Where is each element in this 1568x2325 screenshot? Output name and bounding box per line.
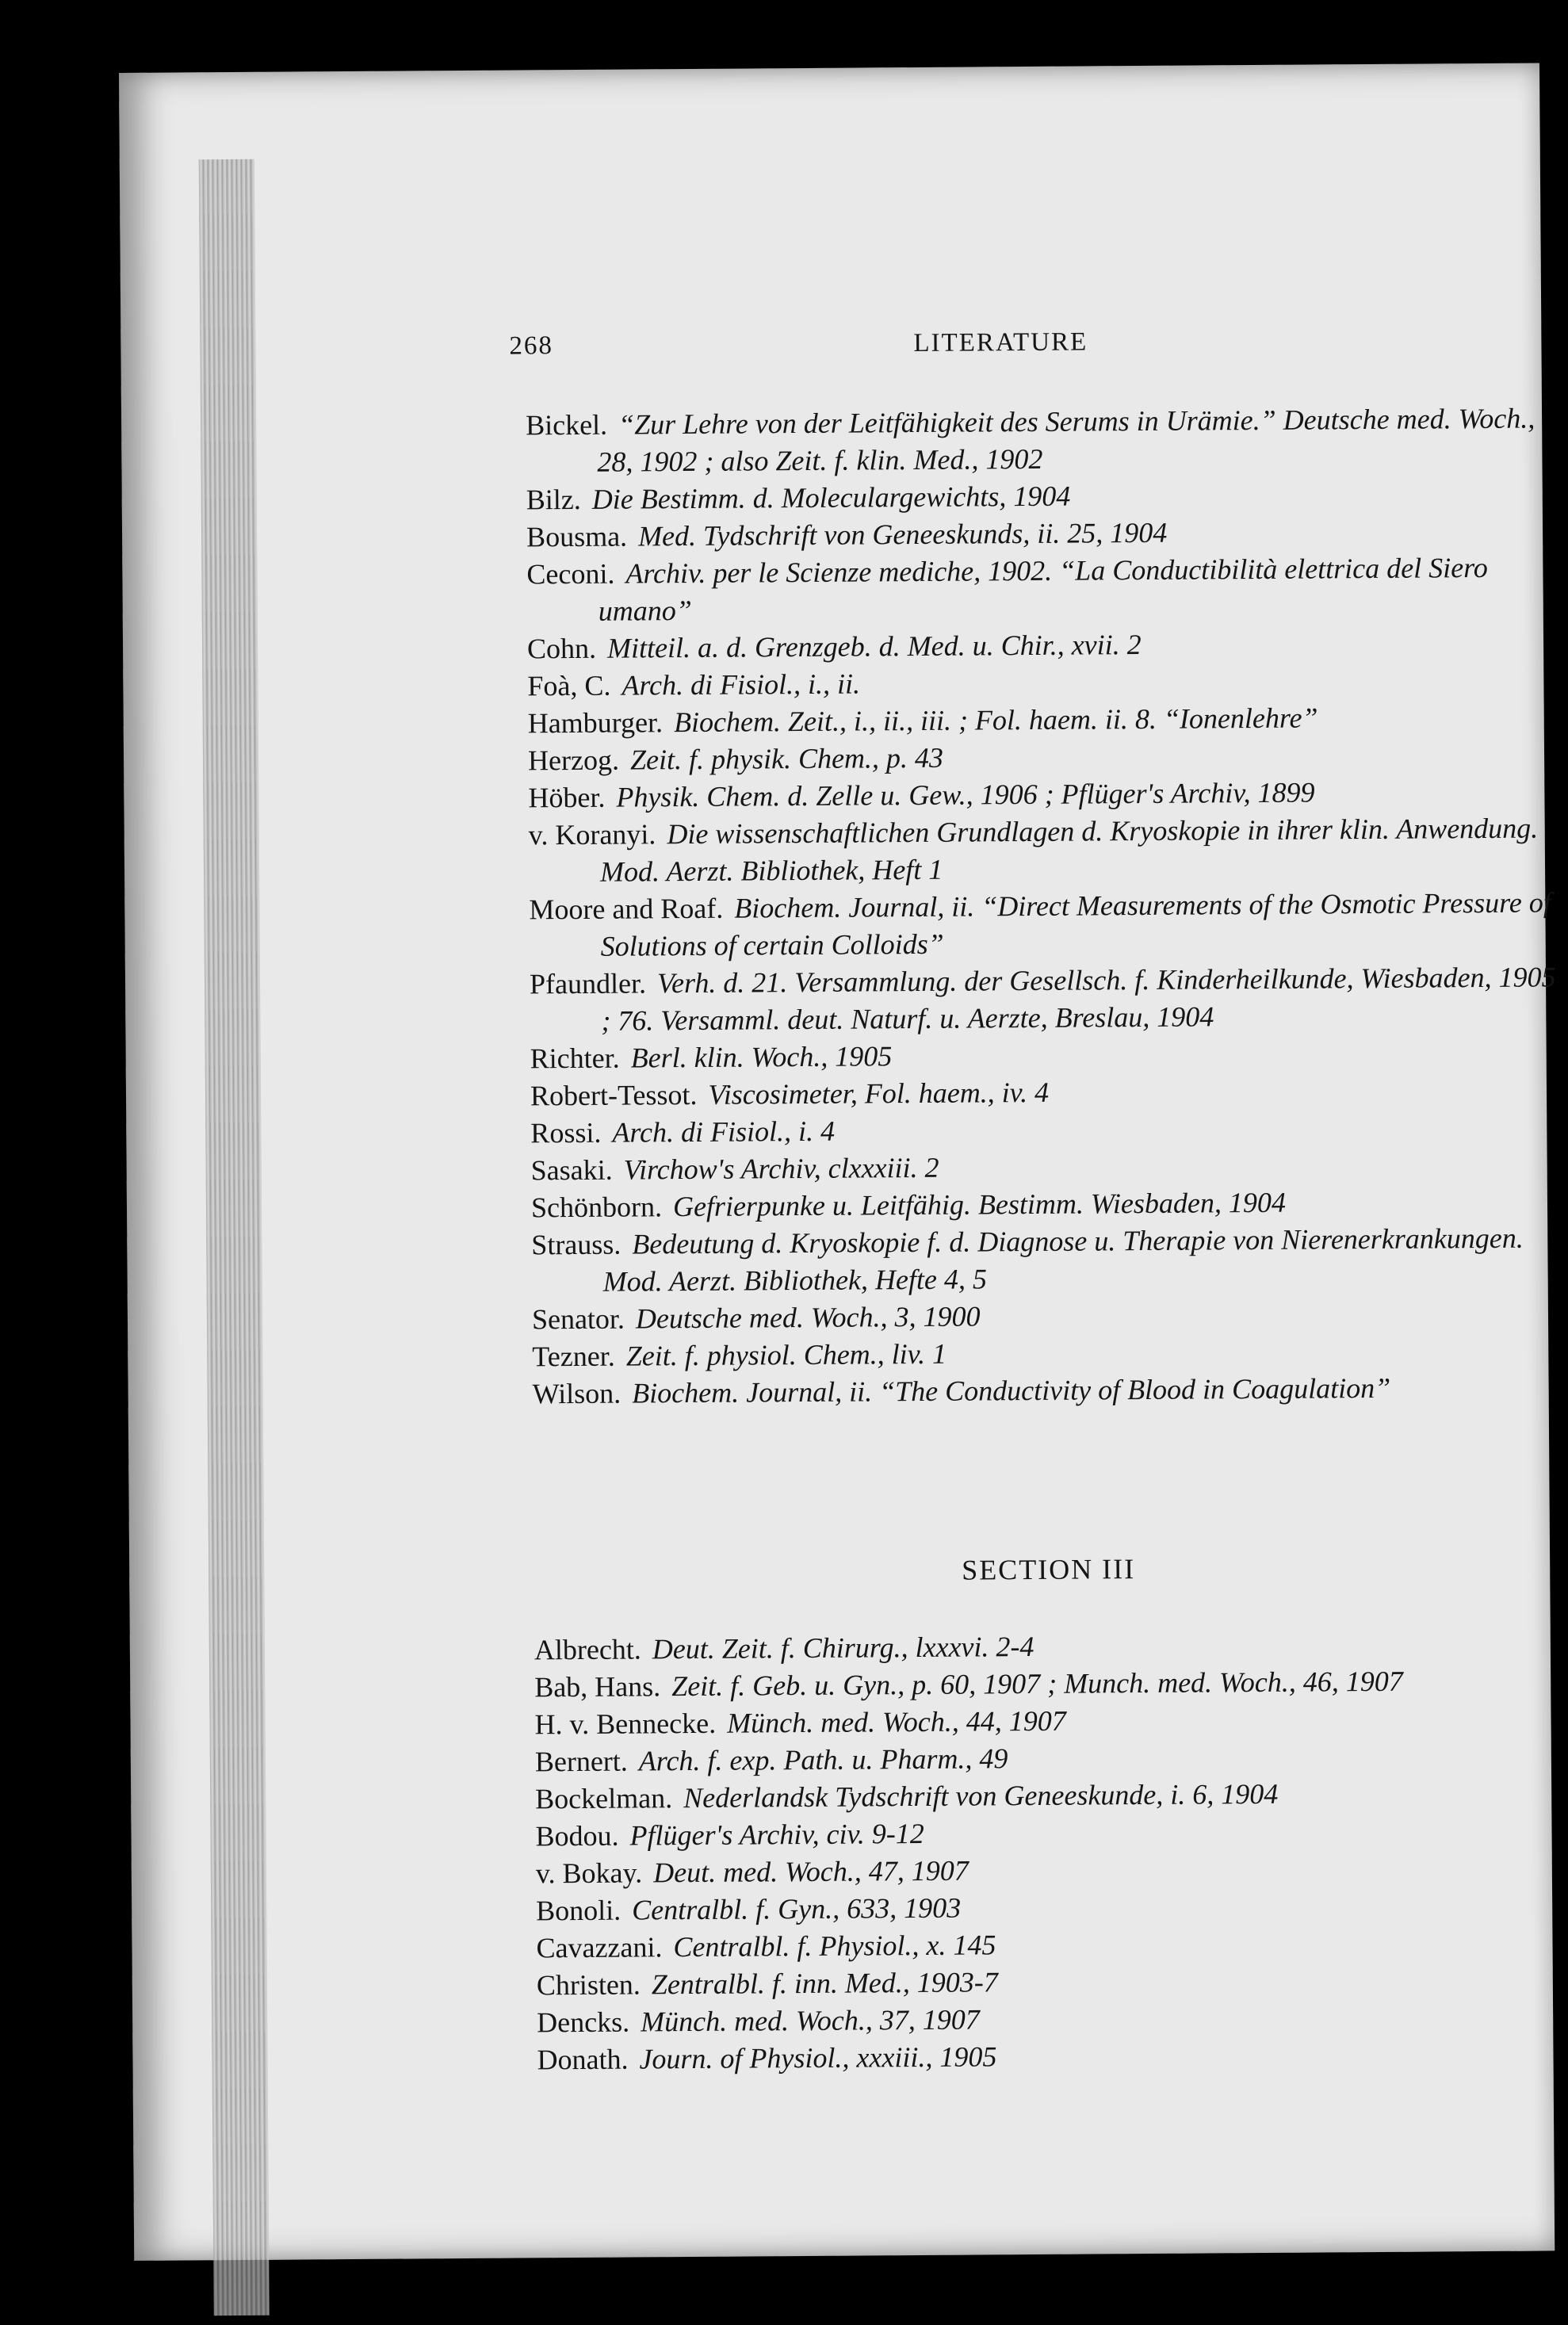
reference-author: H. v. Bennecke.	[534, 1707, 717, 1741]
reference-text: Biochem. Zeit., i., ii., iii. ; Fol. haem. ii. 8. “Ionenlehre”	[673, 702, 1318, 739]
reference-author: Herzog.	[527, 744, 620, 777]
section-heading: SECTION III	[962, 1553, 1136, 1586]
reference-author: Wilson.	[532, 1377, 621, 1410]
reference-text: Journ. of Physiol., xxxiii., 1905	[639, 2040, 997, 2075]
page-header	[414, 324, 1568, 380]
reference-text: Bedeutung d. Kryoskopie f. d. Diagnose u. Therapie von Nierenerkrankungen. Mod. Aerzt. Bibliothek, Hefte 4, 5	[602, 1222, 1524, 1298]
reference-author: Bab, Hans.	[534, 1670, 661, 1704]
reference-text: Die Bestimm. d. Moleculargewichts, 1904	[591, 480, 1071, 515]
reference-author: Pfaundler.	[529, 967, 647, 1000]
page-content	[414, 324, 1568, 2076]
reference-author: Bousma.	[526, 520, 628, 553]
reference-author: Tezner.	[532, 1340, 615, 1373]
reference-author: Foà, C.	[527, 669, 611, 702]
reference-entry	[531, 1219, 1562, 1301]
reference-author: v. Bokay.	[535, 1857, 643, 1890]
reference-author: Schönborn.	[530, 1191, 663, 1224]
reference-author: Ceconi.	[526, 557, 615, 591]
reference-text: Verh. d. 21. Versammlung. der Gesellsch. f. Kinderheilkunde, Wiesbaden, 1905 ; 76. Versamml. deut. Naturf. u. Aerzte, Breslau, 1904	[601, 961, 1556, 1037]
reference-entry	[529, 884, 1560, 966]
reference-text: Biochem. Journal, ii. “Direct Measurements of the Osmotic Pressure of Solutions of certain Colloids”	[600, 886, 1551, 962]
page-number: 268	[509, 331, 554, 361]
reference-entry	[537, 2034, 1567, 2078]
reference-entry	[526, 400, 1557, 481]
reference-text: Viscosimeter, Fol. haem., iv. 4	[708, 1076, 1050, 1111]
reference-text: Zeit. f. physiol. Chem., liv. 1	[625, 1337, 947, 1372]
reference-author: Cavazzani.	[536, 1931, 663, 1964]
reference-author: Strauss.	[531, 1228, 621, 1261]
reference-author: v. Koranyi.	[528, 818, 656, 851]
reference-list-section-three	[534, 1624, 1568, 2078]
page-edges	[199, 159, 270, 2315]
reference-text: Die wissenschaftlichen Grundlagen d. Kryoskopie in ihrer klin. Anwendung. Mod. Aerzt. Bibliothek, Heft 1	[599, 812, 1539, 888]
reference-list-section-two	[526, 400, 1563, 1413]
reference-author: Moore and Roaf.	[529, 892, 724, 926]
reference-author: Robert-Tessot.	[530, 1078, 698, 1112]
reference-text: Münch. med. Woch., 44, 1907	[727, 1704, 1066, 1739]
reference-text: Virchow's Archiv, clxxxiii. 2	[623, 1151, 939, 1186]
reference-author: Cohn.	[526, 632, 597, 665]
reference-text: Deut. med. Woch., 47, 1907	[653, 1854, 969, 1889]
reference-entry	[530, 958, 1561, 1040]
reference-text: Mitteil. a. d. Grenzgeb. d. Med. u. Chir., xvii. 2	[606, 629, 1142, 664]
reference-author: Albrecht.	[534, 1633, 641, 1666]
reference-text: Centralbl. f. Physiol., x. 145	[673, 1929, 996, 1964]
running-title: LITERATURE	[913, 327, 1088, 358]
reference-entry	[532, 1368, 1562, 1413]
reference-author: Sasaki.	[530, 1153, 613, 1187]
reference-text: Archiv. per le Scienze mediche, 1902. “La Conductibilità elettrica del Siero umano”	[598, 551, 1488, 627]
reference-author: Senator.	[531, 1302, 625, 1336]
reference-text: Münch. med. Woch., 37, 1907	[641, 2003, 980, 2038]
reference-text: “Zur Lehre von der Leitfähigkeit des Serums in Urämie.” Deutsche med. Woch., 28, 1902 ; also Zeit. f. klin. Med., 1902	[597, 402, 1535, 478]
reference-author: Christen.	[536, 1968, 641, 2002]
reference-text: Biochem. Journal, ii. “The Conductivity of Blood in Coagulation”	[632, 1371, 1391, 1409]
reference-author: Bilz.	[526, 483, 581, 516]
reference-author: Richter.	[530, 1042, 620, 1075]
reference-author: Bodou.	[535, 1819, 619, 1853]
reference-text: Physik. Chem. d. Zelle u. Gew., 1906 ; Pflüger's Archiv, 1899	[616, 776, 1315, 813]
reference-text: Arch. di Fisiol., i. 4	[612, 1115, 836, 1149]
reference-text: Arch. f. exp. Path. u. Pharm., 49	[638, 1742, 1008, 1777]
reference-text: Berl. klin. Woch., 1905	[630, 1040, 893, 1074]
reference-text: Arch. di Fisiol., i., ii.	[621, 667, 861, 702]
reference-text: Centralbl. f. Gyn., 633, 1903	[632, 1891, 962, 1926]
reference-text: Zeit. f. physik. Chem., p. 43	[629, 741, 944, 776]
reference-entry	[526, 549, 1558, 630]
reference-text: Zeit. f. Geb. u. Gyn., p. 60, 1907 ; Munch. med. Woch., 46, 1907	[671, 1665, 1403, 1703]
reference-text: Gefrierpunke u. Leitfähig. Bestimm. Wiesbaden, 1904	[672, 1186, 1287, 1223]
reference-author: Bickel.	[525, 408, 608, 442]
reference-text: Nederlandsk Tydschrift von Geneeskunde, i. 6, 1904	[683, 1777, 1279, 1814]
reference-text: Pflüger's Archiv, civ. 9-12	[629, 1817, 924, 1852]
reference-author: Donath.	[537, 2043, 629, 2076]
book-page	[119, 63, 1555, 2260]
reference-text: Deut. Zeit. f. Chirurg., lxxxvi. 2-4	[652, 1630, 1034, 1665]
reference-entry	[529, 809, 1560, 891]
reference-author: Bernert.	[534, 1745, 628, 1778]
reference-author: Bockelman.	[535, 1782, 673, 1815]
reference-text: Med. Tydschrift von Geneeskunds, ii. 25, 1904	[637, 516, 1168, 553]
reference-author: Hamburger.	[527, 706, 664, 740]
reference-author: Dencks.	[537, 2006, 630, 2039]
reference-author: Rossi.	[530, 1116, 602, 1149]
reference-author: Bonoli.	[536, 1894, 621, 1927]
reference-author: Höber.	[528, 781, 606, 814]
reference-text: Zentralbl. f. inn. Med., 1903-7	[651, 1966, 998, 2001]
reference-text: Deutsche med. Woch., 3, 1900	[635, 1300, 981, 1335]
